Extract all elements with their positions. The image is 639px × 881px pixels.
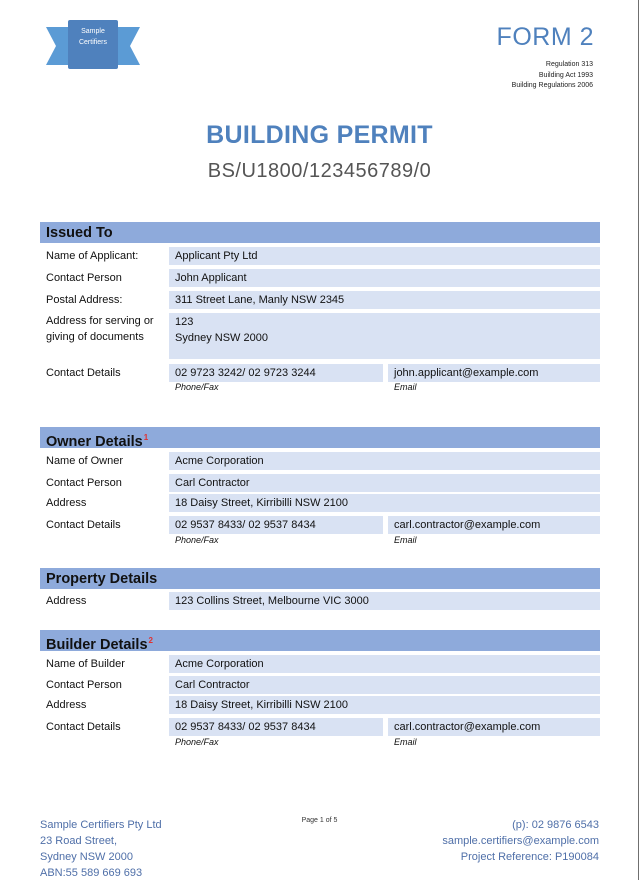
serving-address-label — [46, 313, 154, 345]
act-line: Building Act 1993 — [538, 71, 593, 79]
owner-name-field: Acme Corporation — [169, 452, 600, 470]
section-builder-details — [40, 630, 600, 651]
serving-label-line-2: giving of documents — [46, 331, 144, 343]
logo-line-1: Sample — [81, 28, 105, 35]
owner-address-field: 18 Daisy Street, Kirribilli NSW 2100 — [169, 494, 600, 512]
owner-contact-label: Contact Person — [46, 477, 122, 489]
section-issued-to: Issued To — [40, 222, 600, 243]
applicant-details-label: Contact Details — [46, 367, 121, 379]
applicant-email-field: john.applicant@example.com — [388, 364, 600, 382]
building-regulations-line: Building Regulations 2006 — [511, 82, 593, 89]
regulation-line: Regulation 313 — [545, 61, 593, 68]
footer-company-block — [40, 817, 162, 881]
serving-address-line-2: Sydney NSW 2000 — [175, 332, 268, 344]
serving-label-line-1: Address for serving or — [46, 315, 154, 327]
permit-number: BS/U1800/123456789/0 — [207, 160, 432, 182]
builder-email-field: carl.contractor@example.com — [388, 718, 600, 736]
section-owner-details — [40, 427, 600, 448]
postal-address-label: Postal Address: — [46, 294, 123, 306]
form-number: FORM 2 — [496, 23, 594, 51]
footer-street: 23 Road Street, — [40, 835, 118, 847]
owner-details-label: Contact Details — [46, 519, 121, 531]
email-caption: Email — [394, 737, 417, 747]
email-caption: Email — [394, 382, 417, 392]
footnote-marker: 2 — [148, 636, 153, 645]
footer-project-reference: Project Reference: P190084 — [460, 851, 599, 863]
footer-phone: (p): 02 9876 6543 — [512, 819, 599, 831]
owner-address-label: Address — [46, 497, 87, 509]
footer-email: sample.certifiers@example.com — [442, 835, 599, 847]
owner-phone-field: 02 9537 8433/ 02 9537 8434 — [169, 516, 383, 534]
builder-name-label: Name of Builder — [46, 658, 125, 670]
applicant-name-field: Applicant Pty Ltd — [169, 247, 600, 265]
page-indicator: Page 1 of 5 — [301, 817, 338, 824]
owner-name-label: Name of Owner — [46, 455, 124, 467]
builder-contact-label: Contact Person — [46, 679, 122, 691]
property-address-label: Address — [46, 595, 87, 607]
serving-address-line-1: 123 — [175, 316, 194, 328]
serving-address-field — [169, 313, 600, 359]
postal-address-field: 311 Street Lane, Manly NSW 2345 — [169, 291, 600, 309]
regulation-references — [512, 60, 593, 92]
footer-abn: ABN:55 589 669 693 — [40, 867, 143, 879]
builder-phone-field: 02 9537 8433/ 02 9537 8434 — [169, 718, 383, 736]
footnote-marker: 1 — [143, 433, 149, 442]
logo-line-2: Certifiers — [78, 39, 107, 46]
certifier-logo — [46, 20, 140, 72]
phone-fax-caption: Phone/Fax — [175, 535, 219, 545]
owner-email-field: carl.contractor@example.com — [388, 516, 600, 534]
applicant-contact-label: Contact Person — [46, 272, 122, 284]
builder-address-field: 18 Daisy Street, Kirribilli NSW 2100 — [169, 696, 600, 714]
applicant-name-label: Name of Applicant: — [46, 250, 139, 262]
footer-contact-block — [442, 817, 599, 865]
builder-heading-text: Builder Details — [46, 637, 148, 653]
builder-details-label: Contact Details — [46, 721, 121, 733]
builder-contact-field: Carl Contractor — [169, 676, 600, 694]
builder-name-field: Acme Corporation — [169, 655, 600, 673]
phone-fax-caption: Phone/Fax — [175, 382, 219, 392]
footer-city: Sydney NSW 2000 — [40, 851, 133, 863]
phone-fax-caption: Phone/Fax — [175, 737, 219, 747]
property-address-field: 123 Collins Street, Melbourne VIC 3000 — [169, 592, 600, 610]
email-caption: Email — [394, 535, 417, 545]
document-title: BUILDING PERMIT — [206, 121, 433, 149]
section-property-details: Property Details — [40, 568, 600, 589]
applicant-phone-field: 02 9723 3242/ 02 9723 3244 — [169, 364, 383, 382]
owner-heading-text: Owner Details — [46, 434, 143, 450]
footer-company-name: Sample Certifiers Pty Ltd — [40, 819, 162, 831]
applicant-contact-field: John Applicant — [169, 269, 600, 287]
builder-address-label: Address — [46, 699, 87, 711]
owner-contact-field: Carl Contractor — [169, 474, 600, 492]
